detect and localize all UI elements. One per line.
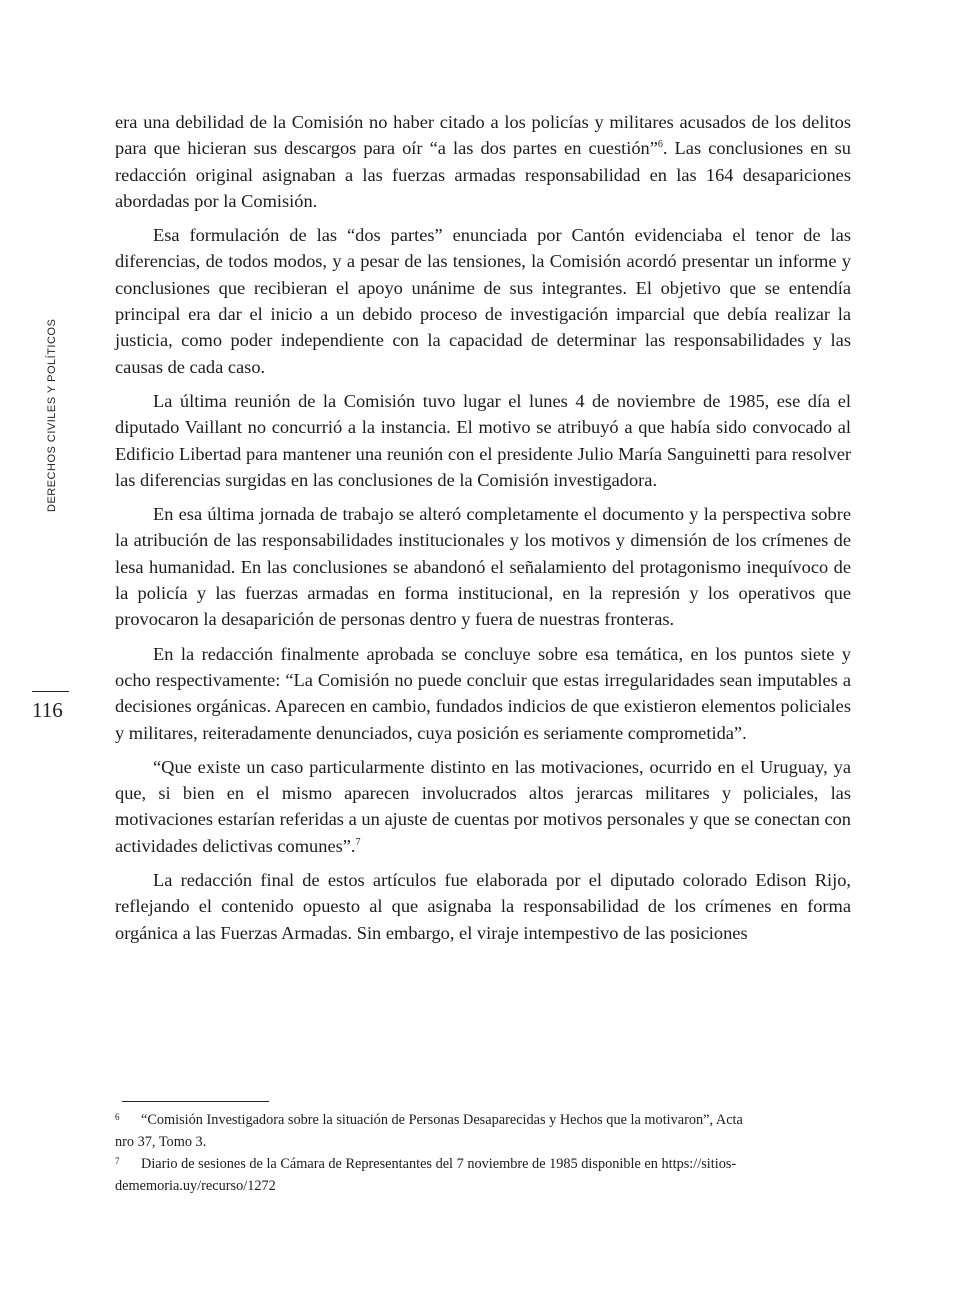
- paragraph-3: La última reunión de la Comisión tuvo lugar el lunes 4 de noviembre de 1985, ese día el diputado Vaillant no concurrió a la instancia. El motivo se atribuyó a que había sido convocado al Edificio Libertad para mantener una reunión con el presidente Julio María Sanguinetti para resolver las diferencias surgidas en las conclusiones de la Comisión investigadora.: [115, 390, 851, 490]
- footnote-number: 7: [115, 1156, 120, 1166]
- footnote-separator: [122, 1101, 269, 1102]
- paragraph-2: Esa formulación de las “dos partes” enunciada por Cantón evidenciaba el tenor de las diferencias, de todos modos, y a pesar de las tensiones, la Comisión acordó presentar un informe y conclusiones que recibieran el apoyo unánime de sus integrantes. El objetivo que se entendía principal era dar el inicio a un debido proceso de investigación imparcial que debía realizar la justicia, como poder independiente con la capacidad de determinar las responsabilidades y las causas de cada caso.: [115, 225, 851, 377]
- footnote-6: [115, 1109, 851, 1153]
- footnotes: [115, 1109, 851, 1197]
- footnote-ref-6[interactable]: 6: [657, 139, 663, 151]
- paragraph-1: [115, 109, 851, 214]
- paragraph-1-text: era una debilidad de la Comisión no haber citado a los policías y militares acusados de los delitos para que hicieran sus descargos para oír “a las dos partes en cuestión”: [115, 112, 851, 159]
- paragraph-1-text-cont: . Las conclusiones en su redacción original asignaban a las fuerzas armadas responsabilidad en las 164 desapariciones abordadas por la Comisión.: [115, 138, 851, 211]
- footnote-text-cont[interactable]: dememoria.uy/recurso/1272: [115, 1178, 276, 1194]
- running-section-title: DERECHOS CIVILES Y POLÍTICOS: [46, 318, 58, 512]
- paragraph-6-text: “Que existe un caso particularmente distinto en las motivaciones, ocurrido en el Uruguay, ya que, si bien en el mismo aparecen involucrados altos jerarcas militares y policiales, las motivaciones estarían referidas a un ajuste de cuentas por motivos personales y que se conectan con actividades delictivas comunes”.: [115, 756, 851, 856]
- page-number: 116: [32, 698, 63, 722]
- paragraph-4: En esa última jornada de trabajo se alteró completamente el documento y la perspectiva sobre la atribución de las responsabilidades institucionales y los motivos y dimensión de los crímenes de lesa humanidad. En las conclusiones se abandonó el señalamiento del protagonismo inequívoco de la policía y las fuerzas armadas en forma institucional, en la represión y los operativos que provocaron la desaparición de personas dentro y fuera de nuestras fronteras.: [115, 504, 851, 630]
- body-text: [115, 109, 851, 954]
- footnote-text: Diario de sesiones de la Cámara de Representantes del 7 noviembre de 1985 disponible en https://sitios-: [141, 1156, 737, 1172]
- paragraph-6: [115, 754, 851, 859]
- footnote-7: [115, 1153, 851, 1197]
- footnote-text: “Comisión Investigadora sobre la situación de Personas Desaparecidas y Hechos que la motivaron”, Acta: [141, 1112, 743, 1128]
- paragraph-5: En la redacción finalmente aprobada se concluye sobre esa temática, en los puntos siete y ocho respectivamente: “La Comisión no puede concluir que estas irregularidades sean imputables a decisiones orgánicas. Aparecen en cambio, fundados indicios de que existieron elementos policiales y militares, reiteradamente denunciados, cuya posición es seriamente comprometida”.: [115, 643, 851, 743]
- paragraph-7: La redacción final de estos artículos fue elaborada por el diputado colorado Edison Rijo, reflejando el contenido opuesto al que asignaba la responsabilidad de los crímenes en forma orgánica a las Fuerzas Armadas. Sin embargo, el viraje intempestivo de las posiciones: [115, 870, 851, 943]
- footnote-text-cont: nro 37, Tomo 3.: [115, 1134, 207, 1150]
- footnote-ref-7[interactable]: 7: [355, 836, 361, 848]
- page-number-rule: [32, 691, 69, 692]
- footnote-number: 6: [115, 1112, 120, 1122]
